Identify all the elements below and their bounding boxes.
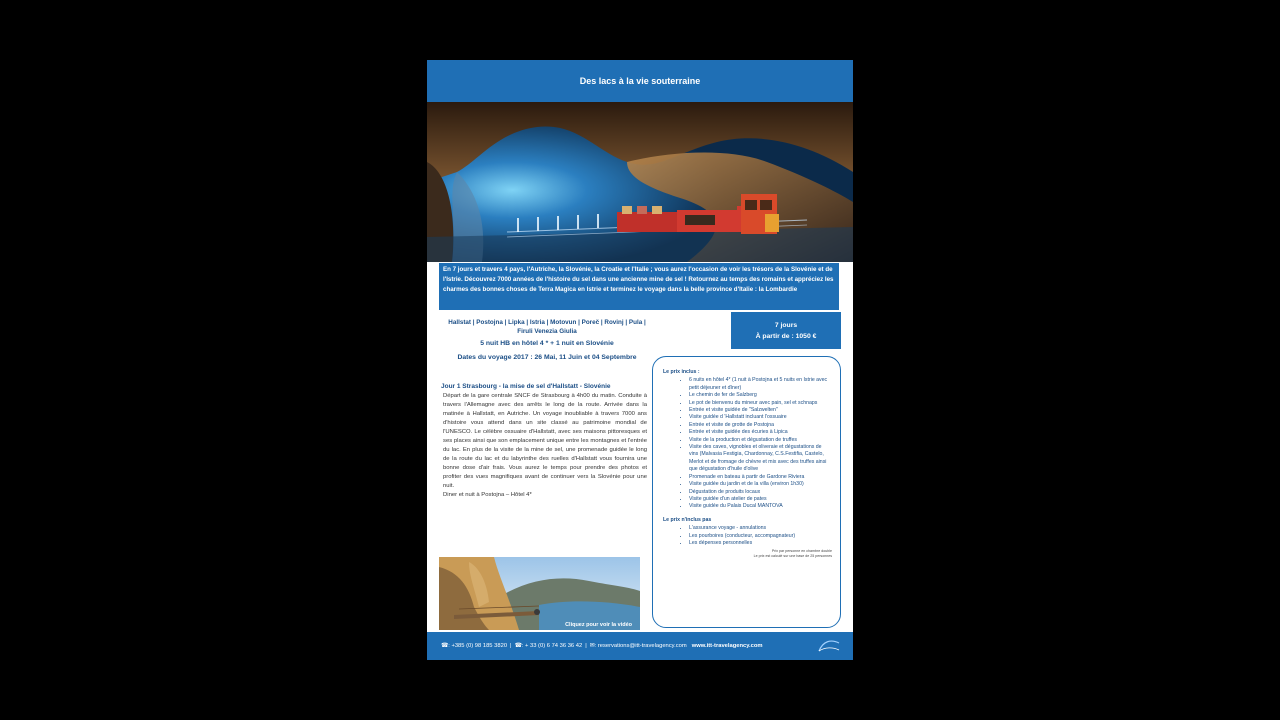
separator: | xyxy=(585,643,587,649)
intro-text: En 7 jours et travers 4 pays, l'Autriche, la Slovénie, la Croatie et l'Italie ; vous aurez l'occasion de voir les trésors de la Slovénie et de l'Istrie. Découvrez 7000 années de l'histoire du sel dans une ancienne mine de sel ! Retournez au temps des romains et appréciez les charmes des bonnes choses de Terra Magica en Istrie et terminez le voyage dans la belle province d'Italie : la Lombardie xyxy=(443,266,834,293)
hotel-summary: 5 nuit HB en hôtel 4 * + 1 nuit en Slovénie xyxy=(480,340,614,347)
list-item: • Le chemin de fer de Salzberg xyxy=(689,392,832,399)
list-item: • Visite guidée d 'Hallstatt incluant l'ossuaire xyxy=(689,414,832,421)
website-link[interactable]: www.itt-travelagency.com xyxy=(691,643,763,649)
list-item: • L'assurance voyage - annulations xyxy=(689,525,832,532)
footer-contact-bar xyxy=(427,632,853,660)
list-item: • Dégustation de produits locaux xyxy=(689,489,832,496)
cave-train-photo xyxy=(427,102,853,262)
day-1-dinner: Diner et nuit à Postojna – Hôtel 4* xyxy=(443,492,532,498)
price-box xyxy=(731,312,841,349)
video-link[interactable] xyxy=(439,557,640,630)
separator: | xyxy=(510,643,512,649)
list-item: • Visite guidée du Palais Ducal MANTOVA xyxy=(689,503,832,510)
brochure-page xyxy=(427,60,853,660)
includes-list xyxy=(663,377,832,510)
day-1-text: Départ de la gare centrale SNCF de Strasbourg à 4h00 du matin. Conduite à travers l'Allemagne avec des arrêts le long de la route. Arrivée dans la matinée à Hallstatt, en Autriche. Un voyage inoubliable à travers 7000 ans d'histoire vous attend dans un site classé au patrimoine mondial de l'UNESCO. Le célèbre ossuaire d'Hallstatt, avec ses maisons pittoresques et ses places ainsi que son emplacement unique entre les montagnes et l'entrée du lac. En plus de la visite de la mine de sel, une promenade guidée le long de la route du lac et du labyrinthe des ruelles d'Hallstatt vous fournira une bonne dose d'air frais. Vous aurez le temps pour prendre des photos et profiter des vues magnifiques avant de continuer vers la Slovénie pour une nuit. xyxy=(443,393,647,489)
email-link[interactable]: ✉: reservations@itt-travelagency.com xyxy=(589,643,687,649)
list-item: • Les pourboires (conducteur, accompagnateur) xyxy=(689,533,832,540)
lake-landscape-image xyxy=(439,557,640,630)
route-summary xyxy=(443,318,651,362)
list-item: • Visite des caves, vignobles et oliveraie et dégustations de vins (Malvasia Festigia, Chardonnay, C.S.Festifia, Castelo, Merlot et de fromage de chèvre et mix avec des truffes ainsi que dégustation d'huile d'olive xyxy=(689,444,832,474)
not-included-heading: Le prix n'inclus pas xyxy=(663,516,712,523)
phone-2: ☎: + 33 (0) 6 74 36 36 42 xyxy=(514,643,583,649)
price-includes-panel xyxy=(652,356,841,628)
list-item: • Entrée et visite guidée de "Salzwelten" xyxy=(689,407,832,414)
price-footnote-1: Prix par personne en chambre double xyxy=(771,549,832,554)
trip-dates: Dates du voyage 2017 : 26 Mai, 11 Juin et 04 Septembre xyxy=(457,354,637,361)
page-title: Des lacs à la vie souterraine xyxy=(579,76,701,86)
list-item: • Promenade en bateau à partir de Gardone Riviera xyxy=(689,474,832,481)
route-cities: Hallstat | Postojna | Lipka | Istria | Motovun | Poreč | Rovinj | Pula | Firuli Venezia Giulia xyxy=(448,319,646,335)
price-footnote-2: Le prix est calculé sur une base de 25 personnes xyxy=(753,554,832,559)
not-included-list xyxy=(663,525,832,547)
includes-heading: Le prix inclus : xyxy=(663,369,700,375)
title-bar xyxy=(427,60,853,102)
trip-duration: 7 jours xyxy=(774,321,798,329)
list-item: • Visite de la production et dégustation de truffes xyxy=(689,437,832,444)
list-item: • Entrée et visite guidée des écuries à Lipica xyxy=(689,429,832,436)
agency-logo xyxy=(817,639,841,653)
list-item: • Le pot de bienvenu du mineur avec pain, sel et schnaps xyxy=(689,400,832,407)
price-from: À partir de : 1050 € xyxy=(755,332,817,340)
phone-1: ☎: +385 (0) 98 185 3820 xyxy=(441,643,508,649)
day-1-section xyxy=(441,382,647,500)
intro-box xyxy=(439,263,839,310)
video-caption[interactable]: Cliquez pour voir la vidéo xyxy=(565,622,632,628)
list-item: • Visite guidée du jardin et de la villa (environ 1h30) xyxy=(689,481,832,488)
list-item: • Les dépenses personnelles xyxy=(689,540,832,547)
list-item: • Visite guidée d'un atelier de pates xyxy=(689,496,832,503)
day-1-title: Jour 1 Strasbourg - la mise de sel d'Hallstatt - Slovénie xyxy=(441,383,611,390)
list-item: • 6 nuits en hôtel 4* (1 nuit à Postojna et 5 nuits en Istrie avec petit déjeuner et dîner) xyxy=(689,377,832,392)
list-item: • Entrée et visite de grotte de Postojna xyxy=(689,422,832,429)
